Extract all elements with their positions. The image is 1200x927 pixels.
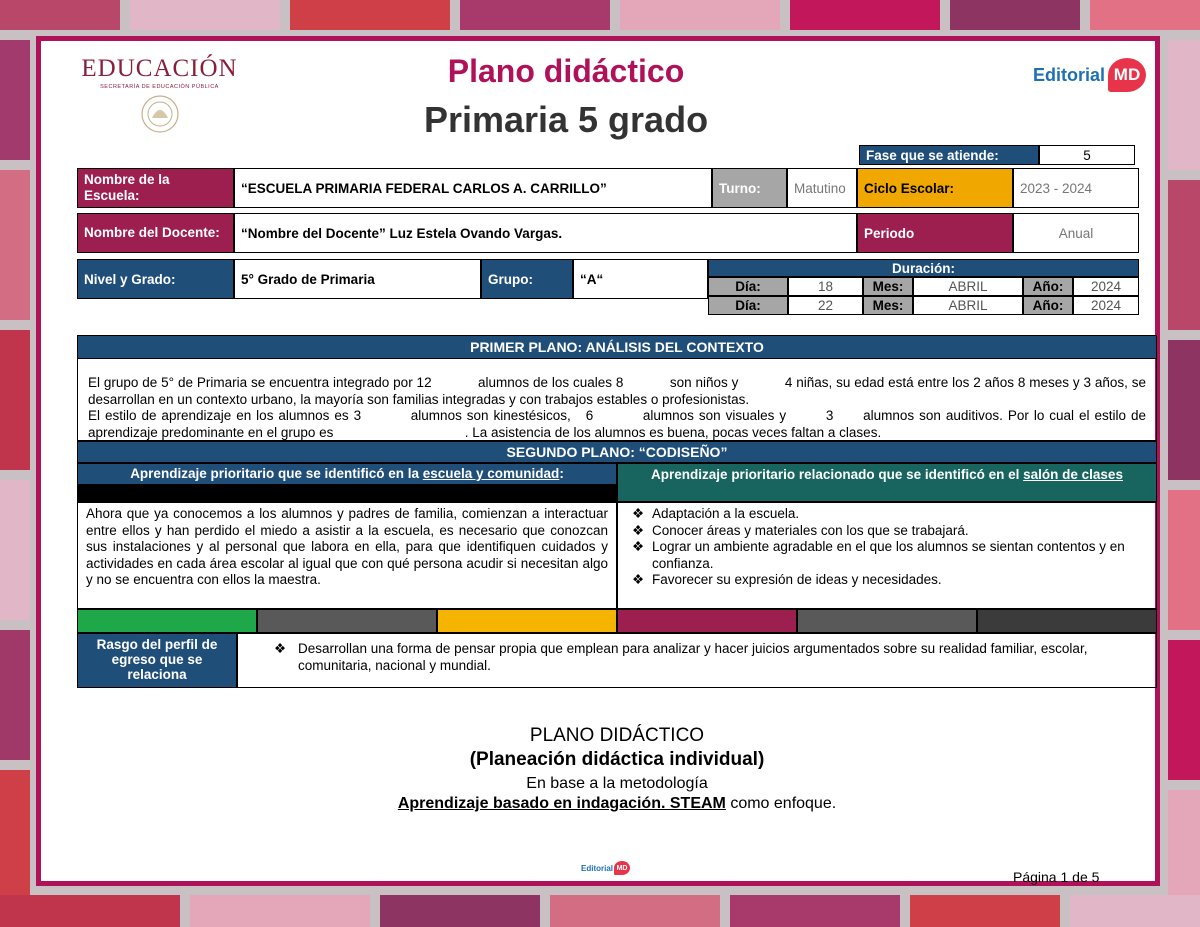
salon-clases-link[interactable]: salón de clases [1023,467,1123,482]
logo-title: EDUCACIÓN [81,55,238,82]
primer-plano-section [77,335,1157,441]
anio-value: 2024 [1073,296,1139,315]
segundo-plano-title: SEGUNDO PLANO: “CODISEÑO” [77,441,1157,463]
list-item: ❖ Lograr un ambiente agradable en el que los alumnos se sientan contentos y en confianza. [632,539,1125,571]
diamond-bullet-icon: ❖ [632,506,645,521]
bg-tile [1168,40,1200,170]
bg-tile [1168,340,1200,480]
turno-label: Turno: [712,168,787,208]
bg-tile [130,0,280,30]
mes-label: Mes: [863,277,913,296]
page-subtitle: Primaria 5 grado [423,99,709,140]
bg-tile [0,480,30,620]
bg-tile [950,0,1080,30]
turno-value: Matutino [787,168,857,208]
planeacion-heading: (Planeación didáctica individual) [469,749,765,770]
bg-tile [290,0,450,30]
bg-tile [1070,895,1200,927]
diamond-bullet-icon: ❖ [632,522,645,538]
metodo-link[interactable]: Aprendizaje basado en indagación. STEAM [397,795,726,812]
page-number: Página 1 de 5 [1013,869,1100,885]
salon-cell [617,502,1157,609]
editorial-logo [1033,53,1158,97]
context-paragraph: El grupo de 5° de Primaria se encuentra integrado por 12 alumnos de los cuales 8 son niños y 4 niñas, su edad está entre los 2 años 8 meses y 3 años, se desarrollan en un contexto urbano, la mayoría son familias integradas y con trabajos estables o profesionistas. [88,375,1150,407]
brand-mark-icon: MD [614,861,630,875]
docente-label: Nombre del Docente: [77,213,234,253]
bg-tile [0,170,30,320]
campo-color-strip [77,609,1157,633]
list-item: ❖ Conocer áreas y materiales con los que se trabajará. [632,522,969,538]
anio-value: 2024 [1073,277,1139,296]
metodo-text: Aprendizaje basado en indagación. STEAM como enfoque. [397,795,837,812]
rasgo-cell [237,633,1157,688]
periodo-label: Periodo [857,213,1013,253]
brand-mark-icon: MD [1108,58,1146,92]
grupo-label: Grupo: [481,259,573,299]
ciclo-label: Ciclo Escolar: [857,168,1013,208]
rasgo-text: Desarrollan una forma de pensar propia que emplean para analizar y hacer juicios argumentados sobre su realidad familiar, escolar, comunitaria, nacional y mundial. [298,641,1088,673]
salon-list [626,506,1148,589]
base-text: En base a la metodología [526,775,708,792]
escuela-header: Aprendizaje prioritario que se identificó en la escuela y comunidad: [77,463,617,485]
footer-logo: Editorial MD [581,861,630,875]
duracion-label: Duración: [708,259,1139,277]
nivel-label: Nivel y Grado: [77,259,234,299]
sep-logo [77,55,242,141]
color-cell [977,609,1157,633]
diamond-bullet-icon: ❖ [632,539,645,554]
style-paragraph: El estilo de aprendizaje en los alumnos es 3 alumnos son kinestésicos, 6 alumnos son visuales y 3 alumnos son auditivos. Por lo cual el estilo de aprendizaje predominante en el grupo es . La asistencia de los alumnos es buena, pocas veces faltan a clases. [88,408,1150,440]
diamond-bullet-icon: ❖ [274,641,287,656]
bg-tile [380,895,540,927]
fase-label: Fase que se atiende: [859,145,1039,165]
color-cell [437,609,617,633]
mes-value: ABRIL [913,296,1023,315]
bg-tile [1090,0,1200,30]
bg-tile [190,895,370,927]
coat-of-arms-icon [138,94,182,134]
document-page [36,36,1160,886]
bg-tile [620,0,780,30]
escuela-value: “ESCUELA PRIMARIA FEDERAL CARLOS A. CARRILLO” [234,168,712,208]
bg-tile [460,0,610,30]
periodo-value: Anual [1013,213,1139,253]
nivel-value: 5° Grado de Primaria [234,259,481,299]
page-title: Plano didáctico [447,53,685,89]
bg-tile [790,0,940,30]
logo-subtitle: SECRETARÍA DE EDUCACIÓN PÚBLICA [100,84,219,90]
escuela-cell [77,502,617,609]
color-cell [617,609,797,633]
ciclo-value: 2023 - 2024 [1013,168,1139,208]
color-cell [257,609,437,633]
list-item: ❖ Favorecer su expresión de ideas y necesidades. [632,572,942,587]
escuela-text: Ahora que ya conocemos a los alumnos y padres de familia, comienzan a interactuar entre ellos y han perdido el miedo a asistir a la escuela, es necesario que conozcan sus instalaciones y al personal que labora en ella, para que identifiquen cuidados y actividades en cada área escolar al igual que con qué persona acudir si necesitan algo y no se encuentra con ellos la maestra. [86,506,608,587]
grupo-value: “A“ [573,259,708,299]
docente-value: “Nombre del Docente” Luz Estela Ovando Vargas. [234,213,857,253]
plano-heading: PLANO DIDÁCTICO [529,725,705,746]
bg-tile [0,0,120,30]
dia-value: 18 [788,277,863,296]
bg-tile [0,330,30,470]
list-item: ❖ Adaptación a la escuela. [632,506,800,521]
salon-header: Aprendizaje prioritario relacionado que se identificó en el salón de clases [617,463,1157,502]
bg-tile [1168,180,1200,330]
bg-tile [0,895,180,927]
bg-tile [550,895,720,927]
dia-label: Día: [708,277,788,296]
color-cell [797,609,977,633]
bg-tile [1168,490,1200,630]
escuela-label: Nombre de la Escuela: [77,168,234,208]
color-cell [77,609,257,633]
primer-plano-title: PRIMER PLANO: ANÁLISIS DEL CONTEXTO [78,336,1156,359]
primer-plano-text [78,359,1156,441]
dia-label: Día: [708,296,788,315]
bg-tile [730,895,900,927]
fase-value: 5 [1039,145,1135,165]
escuela-comunidad-link[interactable]: escuela y comunidad [422,466,560,481]
diamond-bullet-icon: ❖ [632,572,645,587]
bg-tile [1168,640,1200,780]
dia-value: 22 [788,296,863,315]
mes-value: ABRIL [913,277,1023,296]
bg-tile [910,895,1060,927]
rasgo-label: Rasgo del perfil de egreso que se relaciona [77,633,237,688]
bg-tile [0,40,30,160]
brand-name: Editorial [1033,64,1106,85]
escuela-header-bar [77,485,617,502]
anio-label: Año: [1023,296,1073,315]
mes-label: Mes: [863,296,913,315]
anio-label: Año: [1023,277,1073,296]
bg-tile [0,630,30,760]
